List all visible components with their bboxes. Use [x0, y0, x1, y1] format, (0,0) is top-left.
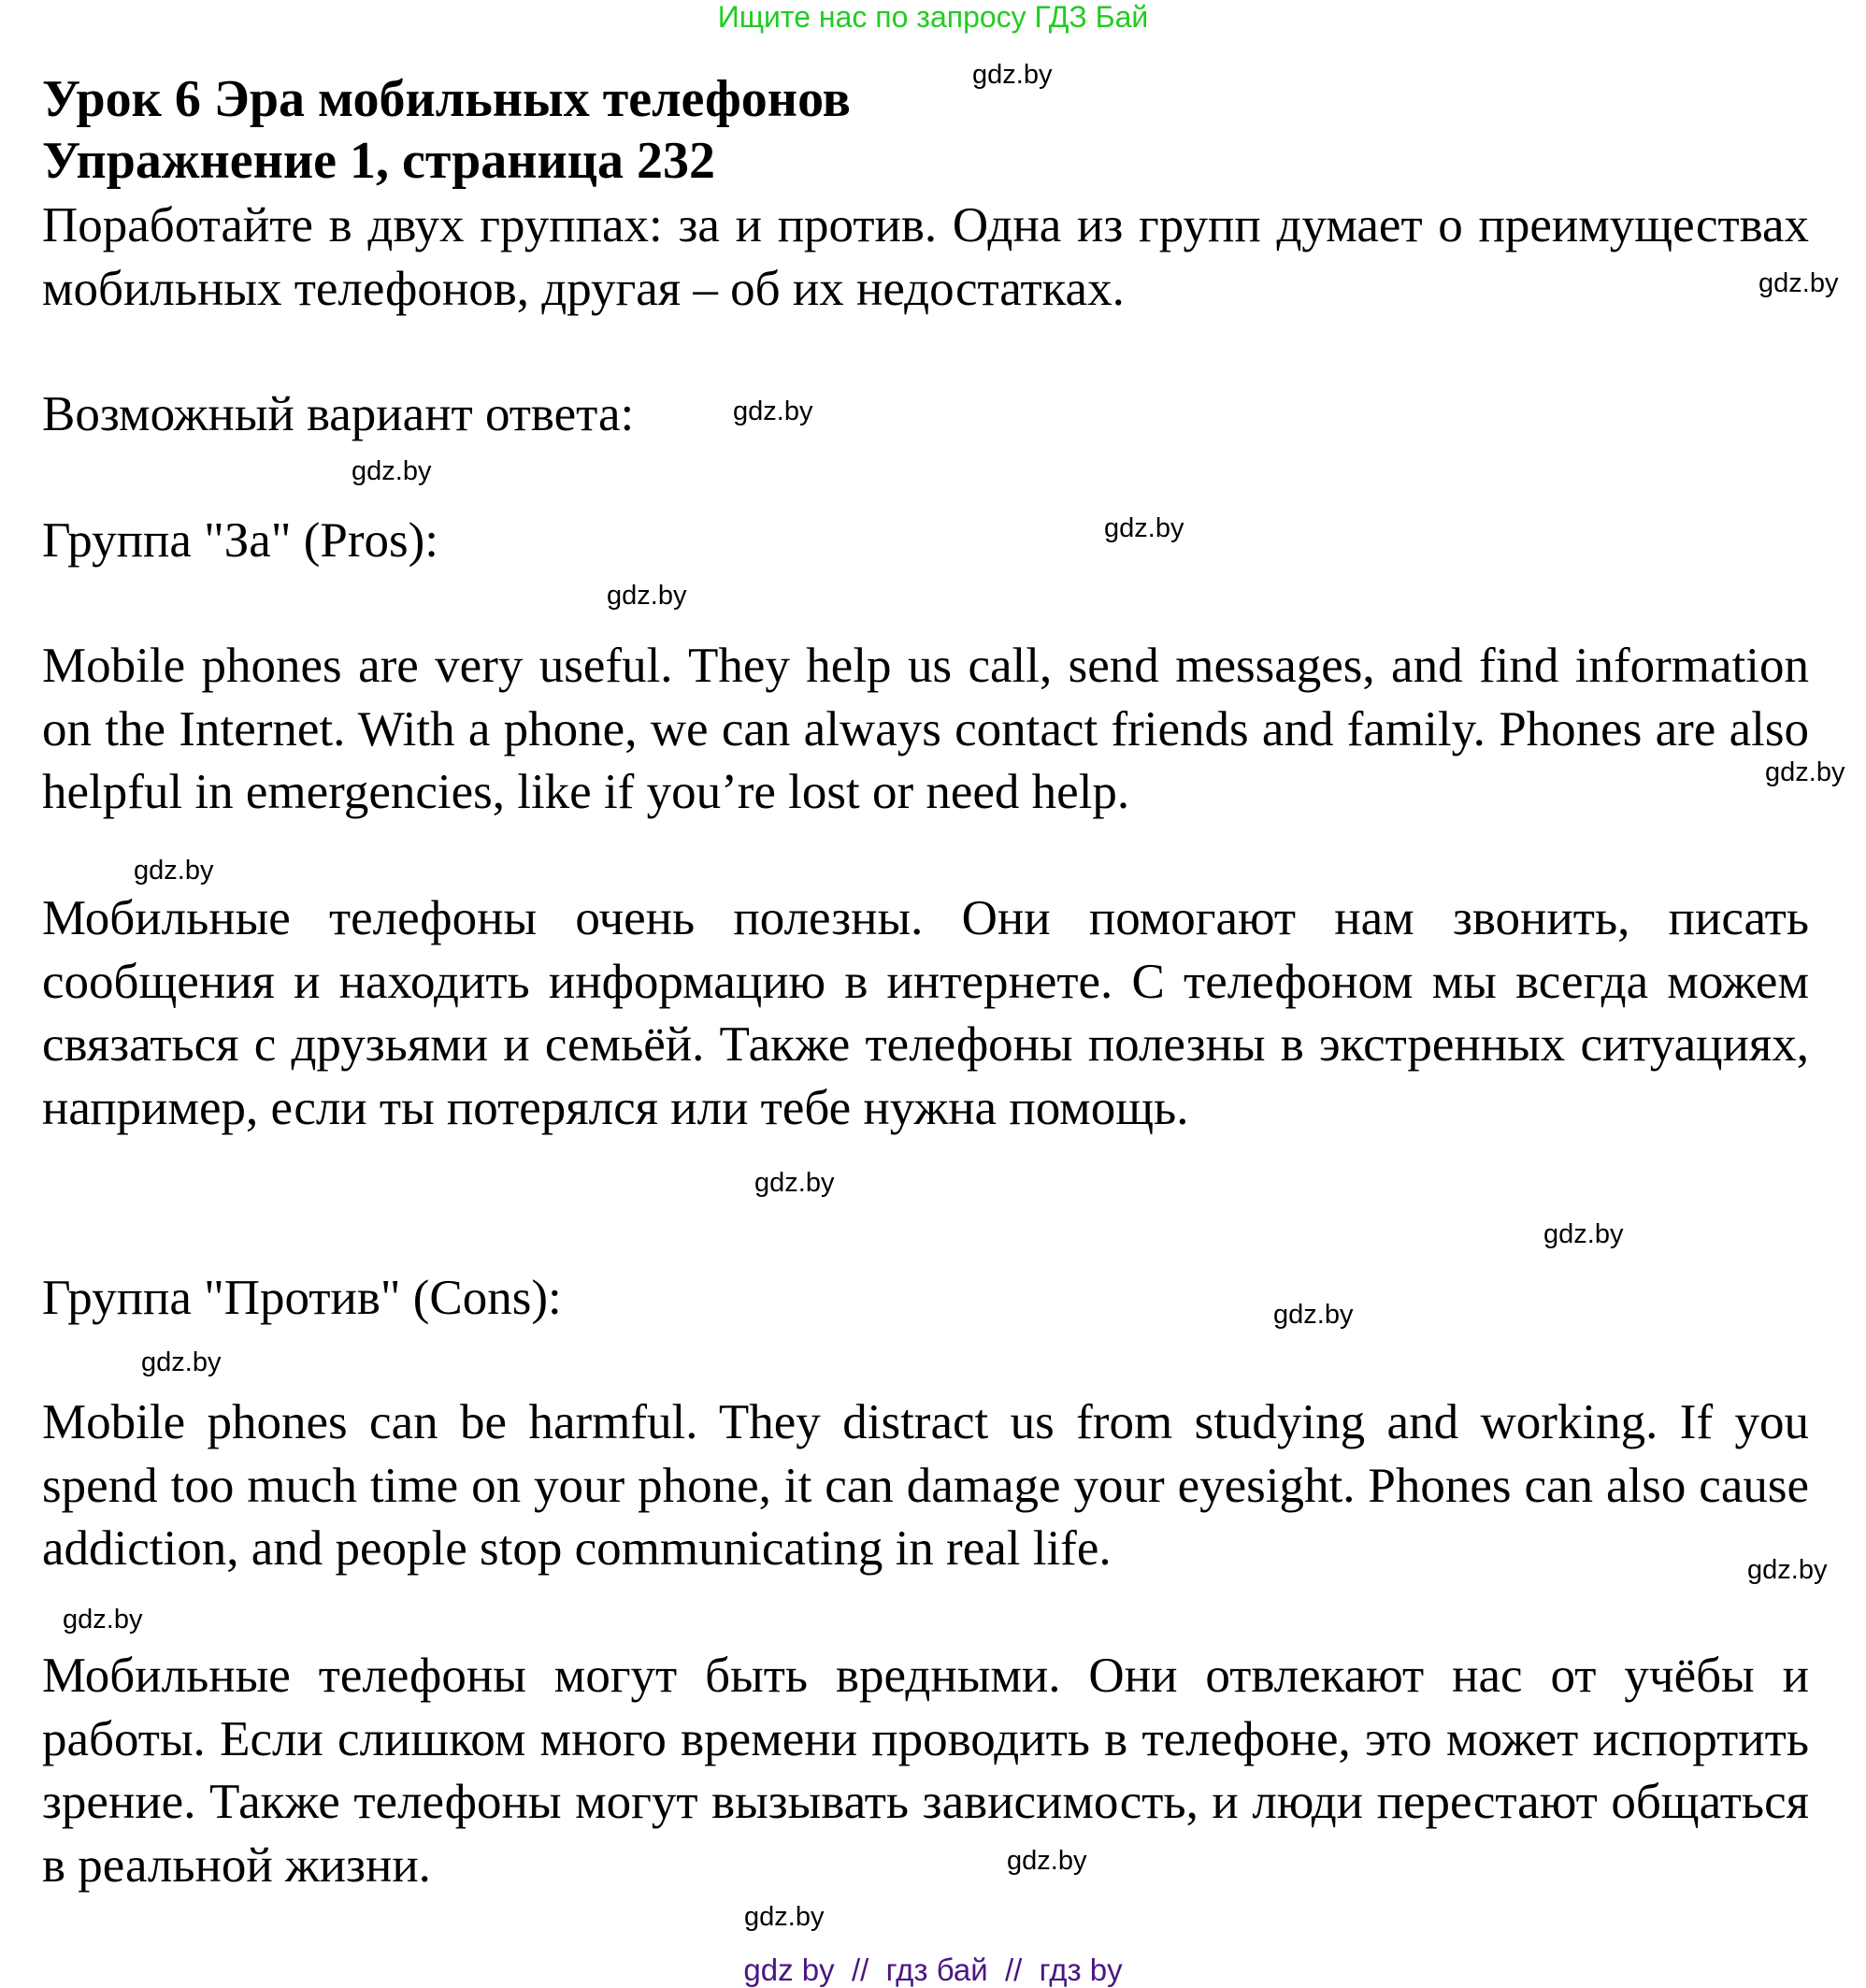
watermark: gdz.by — [63, 1605, 143, 1635]
watermark: gdz.by — [754, 1168, 835, 1198]
watermark: gdz.by — [352, 456, 432, 486]
search-banner: Ищите нас по запросу ГДЗ Бай — [717, 0, 1149, 34]
watermark: gdz.by — [1104, 513, 1184, 543]
footer-links: gdz by // гдз бай // гдз by — [743, 1952, 1123, 1987]
watermark: gdz.by — [134, 856, 214, 886]
exercise-title: Упражнение 1, страница 232 — [42, 132, 716, 190]
watermark: gdz.by — [744, 1902, 825, 1932]
task-text: Поработайте в двух группах: за и против. Одна из групп думает о преимуществах мобильных телефонов, другая – об их недостатках. — [42, 198, 1809, 316]
watermark: gdz.by — [1273, 1300, 1354, 1330]
watermark: gdz.by — [972, 60, 1053, 90]
watermark: gdz.by — [1758, 268, 1839, 298]
watermark: gdz.by — [607, 581, 687, 611]
watermark: gdz.by — [1543, 1219, 1624, 1249]
pros-heading: Группа "За" (Pros): — [42, 513, 438, 568]
lesson-title: Урок 6 Эра мобильных телефонов — [42, 70, 851, 128]
cons-english: Mobile phones can be harmful. They distract us from studying and working. If you spend too much time on your phone, it can damage your eyesight. Phones can also cause addiction, and people stop communicating in real life. — [42, 1395, 1809, 1576]
watermark: gdz.by — [733, 396, 813, 426]
cons-russian: Мобильные телефоны могут быть вредными. Они отвлекают нас от учёбы и работы. Если слишком много времени проводить в телефоне, это может испортить зрение. Также телефоны могут вызывать зависимость, и люди перестают общаться в реальной жизни. — [42, 1649, 1809, 1893]
watermark: gdz.by — [141, 1347, 222, 1377]
watermark: gdz.by — [1765, 757, 1845, 787]
cons-heading: Группа "Против" (Cons): — [42, 1271, 562, 1325]
pros-english: Mobile phones are very useful. They help us call, send messages, and find information on the Internet. With a phone, we can always contact friends and family. Phones are also helpful in emergencies, like if you’re lost or need help. — [42, 639, 1809, 819]
pros-russian: Мобильные телефоны очень полезны. Они помогают нам звонить, писать сообщения и находить информацию в интернете. С телефоном мы всегда можем связаться с друзьями и семьёй. Также телефоны полезны в экстренных ситуациях, например, если ты потерялся или тебе нужна помощь. — [42, 891, 1809, 1135]
watermark: gdz.by — [1007, 1846, 1087, 1876]
answer-label: Возможный вариант ответа: — [42, 387, 635, 441]
watermark: gdz.by — [1747, 1555, 1828, 1585]
